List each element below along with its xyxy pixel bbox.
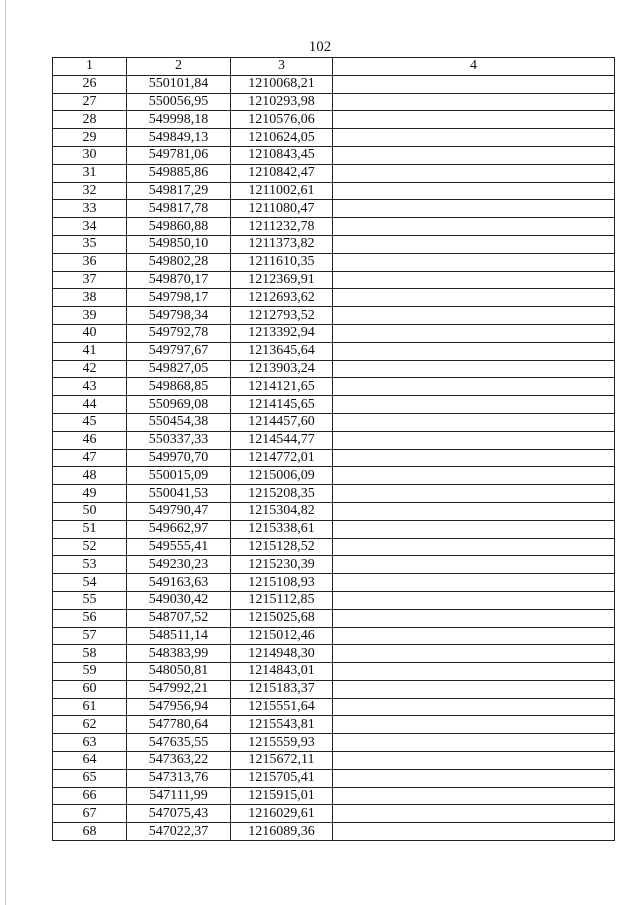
note-cell bbox=[333, 271, 615, 289]
y-coordinate-cell: 1215705,41 bbox=[231, 769, 333, 787]
y-coordinate-cell: 1211002,61 bbox=[231, 182, 333, 200]
y-coordinate-cell: 1210068,21 bbox=[231, 75, 333, 93]
table-row bbox=[53, 574, 615, 592]
note-cell bbox=[333, 307, 615, 325]
table-body bbox=[53, 75, 615, 840]
table-row bbox=[53, 111, 615, 129]
note-cell bbox=[333, 360, 615, 378]
y-coordinate-cell: 1215208,35 bbox=[231, 485, 333, 503]
point-number-cell: 41 bbox=[53, 342, 127, 360]
point-number-cell: 57 bbox=[53, 627, 127, 645]
point-number-cell: 54 bbox=[53, 574, 127, 592]
table-header-row bbox=[53, 58, 615, 76]
point-number-cell: 31 bbox=[53, 164, 127, 182]
point-number-cell: 30 bbox=[53, 146, 127, 164]
y-coordinate-cell: 1215108,93 bbox=[231, 574, 333, 592]
point-number-cell: 46 bbox=[53, 431, 127, 449]
y-coordinate-cell: 1214121,65 bbox=[231, 378, 333, 396]
point-number-cell: 66 bbox=[53, 787, 127, 805]
point-number-cell: 55 bbox=[53, 591, 127, 609]
x-coordinate-cell: 547075,43 bbox=[127, 805, 231, 823]
table-row bbox=[53, 200, 615, 218]
note-cell bbox=[333, 164, 615, 182]
y-coordinate-cell: 1214843,01 bbox=[231, 663, 333, 681]
x-coordinate-cell: 549849,13 bbox=[127, 129, 231, 147]
table-row bbox=[53, 164, 615, 182]
table-row bbox=[53, 93, 615, 111]
table-row bbox=[53, 609, 615, 627]
point-number-cell: 27 bbox=[53, 93, 127, 111]
y-coordinate-cell: 1214772,01 bbox=[231, 449, 333, 467]
note-cell bbox=[333, 253, 615, 271]
point-number-cell: 38 bbox=[53, 289, 127, 307]
table-row bbox=[53, 823, 615, 841]
x-coordinate-cell: 547992,21 bbox=[127, 680, 231, 698]
note-cell bbox=[333, 324, 615, 342]
y-coordinate-cell: 1211373,82 bbox=[231, 235, 333, 253]
y-coordinate-cell: 1214948,30 bbox=[231, 645, 333, 663]
note-cell bbox=[333, 698, 615, 716]
table-row bbox=[53, 146, 615, 164]
y-coordinate-cell: 1215112,85 bbox=[231, 591, 333, 609]
note-cell bbox=[333, 111, 615, 129]
table-row bbox=[53, 769, 615, 787]
point-number-cell: 65 bbox=[53, 769, 127, 787]
x-coordinate-cell: 550041,53 bbox=[127, 485, 231, 503]
point-number-cell: 50 bbox=[53, 502, 127, 520]
note-cell bbox=[333, 235, 615, 253]
note-cell bbox=[333, 289, 615, 307]
note-cell bbox=[333, 787, 615, 805]
x-coordinate-cell: 549868,85 bbox=[127, 378, 231, 396]
x-coordinate-cell: 548383,99 bbox=[127, 645, 231, 663]
x-coordinate-cell: 549790,47 bbox=[127, 502, 231, 520]
point-number-cell: 39 bbox=[53, 307, 127, 325]
note-cell bbox=[333, 200, 615, 218]
x-coordinate-cell: 549781,06 bbox=[127, 146, 231, 164]
x-coordinate-cell: 549797,67 bbox=[127, 342, 231, 360]
note-cell bbox=[333, 182, 615, 200]
x-coordinate-cell: 549885,86 bbox=[127, 164, 231, 182]
x-coordinate-cell: 548050,81 bbox=[127, 663, 231, 681]
table-row bbox=[53, 805, 615, 823]
x-coordinate-cell: 550101,84 bbox=[127, 75, 231, 93]
point-number-cell: 40 bbox=[53, 324, 127, 342]
table-row bbox=[53, 449, 615, 467]
y-coordinate-cell: 1210843,45 bbox=[231, 146, 333, 164]
point-number-cell: 29 bbox=[53, 129, 127, 147]
y-coordinate-cell: 1215230,39 bbox=[231, 556, 333, 574]
point-number-cell: 67 bbox=[53, 805, 127, 823]
note-cell bbox=[333, 502, 615, 520]
y-coordinate-cell: 1215915,01 bbox=[231, 787, 333, 805]
y-coordinate-cell: 1215304,82 bbox=[231, 502, 333, 520]
note-cell bbox=[333, 467, 615, 485]
note-cell bbox=[333, 627, 615, 645]
table-row bbox=[53, 502, 615, 520]
note-cell bbox=[333, 378, 615, 396]
table-row bbox=[53, 734, 615, 752]
table-row bbox=[53, 698, 615, 716]
y-coordinate-cell: 1215128,52 bbox=[231, 538, 333, 556]
table-row bbox=[53, 680, 615, 698]
note-cell bbox=[333, 129, 615, 147]
point-number-cell: 56 bbox=[53, 609, 127, 627]
x-coordinate-cell: 549802,28 bbox=[127, 253, 231, 271]
table-row bbox=[53, 218, 615, 236]
x-coordinate-cell: 550337,33 bbox=[127, 431, 231, 449]
point-number-cell: 48 bbox=[53, 467, 127, 485]
table-row bbox=[53, 538, 615, 556]
point-number-cell: 53 bbox=[53, 556, 127, 574]
point-number-cell: 44 bbox=[53, 396, 127, 414]
point-number-cell: 47 bbox=[53, 449, 127, 467]
table-row bbox=[53, 485, 615, 503]
note-cell bbox=[333, 574, 615, 592]
x-coordinate-cell: 549555,41 bbox=[127, 538, 231, 556]
point-number-cell: 26 bbox=[53, 75, 127, 93]
x-coordinate-cell: 549792,78 bbox=[127, 324, 231, 342]
header-cell-3: 3 bbox=[231, 58, 333, 76]
y-coordinate-cell: 1216089,36 bbox=[231, 823, 333, 841]
point-number-cell: 37 bbox=[53, 271, 127, 289]
y-coordinate-cell: 1215559,93 bbox=[231, 734, 333, 752]
table-row bbox=[53, 787, 615, 805]
table-row bbox=[53, 627, 615, 645]
note-cell bbox=[333, 609, 615, 627]
y-coordinate-cell: 1214544,77 bbox=[231, 431, 333, 449]
x-coordinate-cell: 549817,29 bbox=[127, 182, 231, 200]
note-cell bbox=[333, 556, 615, 574]
table-row bbox=[53, 289, 615, 307]
y-coordinate-cell: 1215025,68 bbox=[231, 609, 333, 627]
y-coordinate-cell: 1215006,09 bbox=[231, 467, 333, 485]
table-row bbox=[53, 716, 615, 734]
point-number-cell: 42 bbox=[53, 360, 127, 378]
table-row bbox=[53, 413, 615, 431]
x-coordinate-cell: 549798,34 bbox=[127, 307, 231, 325]
point-number-cell: 64 bbox=[53, 752, 127, 770]
table-row bbox=[53, 467, 615, 485]
note-cell bbox=[333, 591, 615, 609]
x-coordinate-cell: 549662,97 bbox=[127, 520, 231, 538]
point-number-cell: 33 bbox=[53, 200, 127, 218]
x-coordinate-cell: 547635,55 bbox=[127, 734, 231, 752]
table-row bbox=[53, 645, 615, 663]
x-coordinate-cell: 549817,78 bbox=[127, 200, 231, 218]
note-cell bbox=[333, 396, 615, 414]
x-coordinate-cell: 549998,18 bbox=[127, 111, 231, 129]
y-coordinate-cell: 1215338,61 bbox=[231, 520, 333, 538]
table-row bbox=[53, 75, 615, 93]
x-coordinate-cell: 550015,09 bbox=[127, 467, 231, 485]
x-coordinate-cell: 548707,52 bbox=[127, 609, 231, 627]
x-coordinate-cell: 547022,37 bbox=[127, 823, 231, 841]
header-cell-2: 2 bbox=[127, 58, 231, 76]
y-coordinate-cell: 1213645,64 bbox=[231, 342, 333, 360]
x-coordinate-cell: 549163,63 bbox=[127, 574, 231, 592]
x-coordinate-cell: 547363,22 bbox=[127, 752, 231, 770]
point-number-cell: 28 bbox=[53, 111, 127, 129]
x-coordinate-cell: 550969,08 bbox=[127, 396, 231, 414]
x-coordinate-cell: 549827,05 bbox=[127, 360, 231, 378]
page-number: 102 bbox=[308, 39, 332, 55]
point-number-cell: 62 bbox=[53, 716, 127, 734]
x-coordinate-cell: 550454,38 bbox=[127, 413, 231, 431]
point-number-cell: 59 bbox=[53, 663, 127, 681]
y-coordinate-cell: 1213392,94 bbox=[231, 324, 333, 342]
y-coordinate-cell: 1215551,64 bbox=[231, 698, 333, 716]
y-coordinate-cell: 1210624,05 bbox=[231, 129, 333, 147]
x-coordinate-cell: 547956,94 bbox=[127, 698, 231, 716]
header-cell-1: 1 bbox=[53, 58, 127, 76]
table-row bbox=[53, 556, 615, 574]
note-cell bbox=[333, 449, 615, 467]
y-coordinate-cell: 1214145,65 bbox=[231, 396, 333, 414]
x-coordinate-cell: 550056,95 bbox=[127, 93, 231, 111]
y-coordinate-cell: 1211232,78 bbox=[231, 218, 333, 236]
point-number-cell: 32 bbox=[53, 182, 127, 200]
note-cell bbox=[333, 716, 615, 734]
y-coordinate-cell: 1213903,24 bbox=[231, 360, 333, 378]
note-cell bbox=[333, 734, 615, 752]
note-cell bbox=[333, 520, 615, 538]
x-coordinate-cell: 549860,88 bbox=[127, 218, 231, 236]
x-coordinate-cell: 547313,76 bbox=[127, 769, 231, 787]
y-coordinate-cell: 1211080,47 bbox=[231, 200, 333, 218]
table-row bbox=[53, 307, 615, 325]
table-row bbox=[53, 342, 615, 360]
point-number-cell: 43 bbox=[53, 378, 127, 396]
point-number-cell: 60 bbox=[53, 680, 127, 698]
table-row bbox=[53, 663, 615, 681]
table-row bbox=[53, 396, 615, 414]
header-cell-4: 4 bbox=[333, 58, 615, 76]
table-row bbox=[53, 235, 615, 253]
table-row bbox=[53, 360, 615, 378]
note-cell bbox=[333, 663, 615, 681]
y-coordinate-cell: 1210293,98 bbox=[231, 93, 333, 111]
table-row bbox=[53, 591, 615, 609]
point-number-cell: 61 bbox=[53, 698, 127, 716]
note-cell bbox=[333, 413, 615, 431]
table-row bbox=[53, 752, 615, 770]
note-cell bbox=[333, 769, 615, 787]
note-cell bbox=[333, 485, 615, 503]
x-coordinate-cell: 549970,70 bbox=[127, 449, 231, 467]
y-coordinate-cell: 1214457,60 bbox=[231, 413, 333, 431]
note-cell bbox=[333, 146, 615, 164]
y-coordinate-cell: 1216029,61 bbox=[231, 805, 333, 823]
x-coordinate-cell: 549850,10 bbox=[127, 235, 231, 253]
x-coordinate-cell: 549030,42 bbox=[127, 591, 231, 609]
table-row bbox=[53, 253, 615, 271]
note-cell bbox=[333, 752, 615, 770]
x-coordinate-cell: 549230,23 bbox=[127, 556, 231, 574]
point-number-cell: 51 bbox=[53, 520, 127, 538]
note-cell bbox=[333, 823, 615, 841]
coordinates-table bbox=[52, 57, 615, 841]
x-coordinate-cell: 549870,17 bbox=[127, 271, 231, 289]
table-row bbox=[53, 271, 615, 289]
x-coordinate-cell: 547111,99 bbox=[127, 787, 231, 805]
note-cell bbox=[333, 218, 615, 236]
point-number-cell: 45 bbox=[53, 413, 127, 431]
point-number-cell: 34 bbox=[53, 218, 127, 236]
point-number-cell: 35 bbox=[53, 235, 127, 253]
y-coordinate-cell: 1215672,11 bbox=[231, 752, 333, 770]
y-coordinate-cell: 1211610,35 bbox=[231, 253, 333, 271]
y-coordinate-cell: 1212693,62 bbox=[231, 289, 333, 307]
point-number-cell: 36 bbox=[53, 253, 127, 271]
point-number-cell: 68 bbox=[53, 823, 127, 841]
table-row bbox=[53, 129, 615, 147]
note-cell bbox=[333, 75, 615, 93]
point-number-cell: 49 bbox=[53, 485, 127, 503]
y-coordinate-cell: 1215183,37 bbox=[231, 680, 333, 698]
point-number-cell: 63 bbox=[53, 734, 127, 752]
note-cell bbox=[333, 342, 615, 360]
point-number-cell: 58 bbox=[53, 645, 127, 663]
y-coordinate-cell: 1212793,52 bbox=[231, 307, 333, 325]
table-row bbox=[53, 182, 615, 200]
table-row bbox=[53, 378, 615, 396]
y-coordinate-cell: 1210842,47 bbox=[231, 164, 333, 182]
table-row bbox=[53, 520, 615, 538]
table-row bbox=[53, 431, 615, 449]
note-cell bbox=[333, 680, 615, 698]
table-row bbox=[53, 324, 615, 342]
x-coordinate-cell: 547780,64 bbox=[127, 716, 231, 734]
page-edge-line bbox=[5, 0, 6, 905]
y-coordinate-cell: 1212369,91 bbox=[231, 271, 333, 289]
note-cell bbox=[333, 805, 615, 823]
note-cell bbox=[333, 538, 615, 556]
note-cell bbox=[333, 431, 615, 449]
note-cell bbox=[333, 645, 615, 663]
x-coordinate-cell: 548511,14 bbox=[127, 627, 231, 645]
y-coordinate-cell: 1215012,46 bbox=[231, 627, 333, 645]
note-cell bbox=[333, 93, 615, 111]
y-coordinate-cell: 1215543,81 bbox=[231, 716, 333, 734]
y-coordinate-cell: 1210576,06 bbox=[231, 111, 333, 129]
point-number-cell: 52 bbox=[53, 538, 127, 556]
x-coordinate-cell: 549798,17 bbox=[127, 289, 231, 307]
